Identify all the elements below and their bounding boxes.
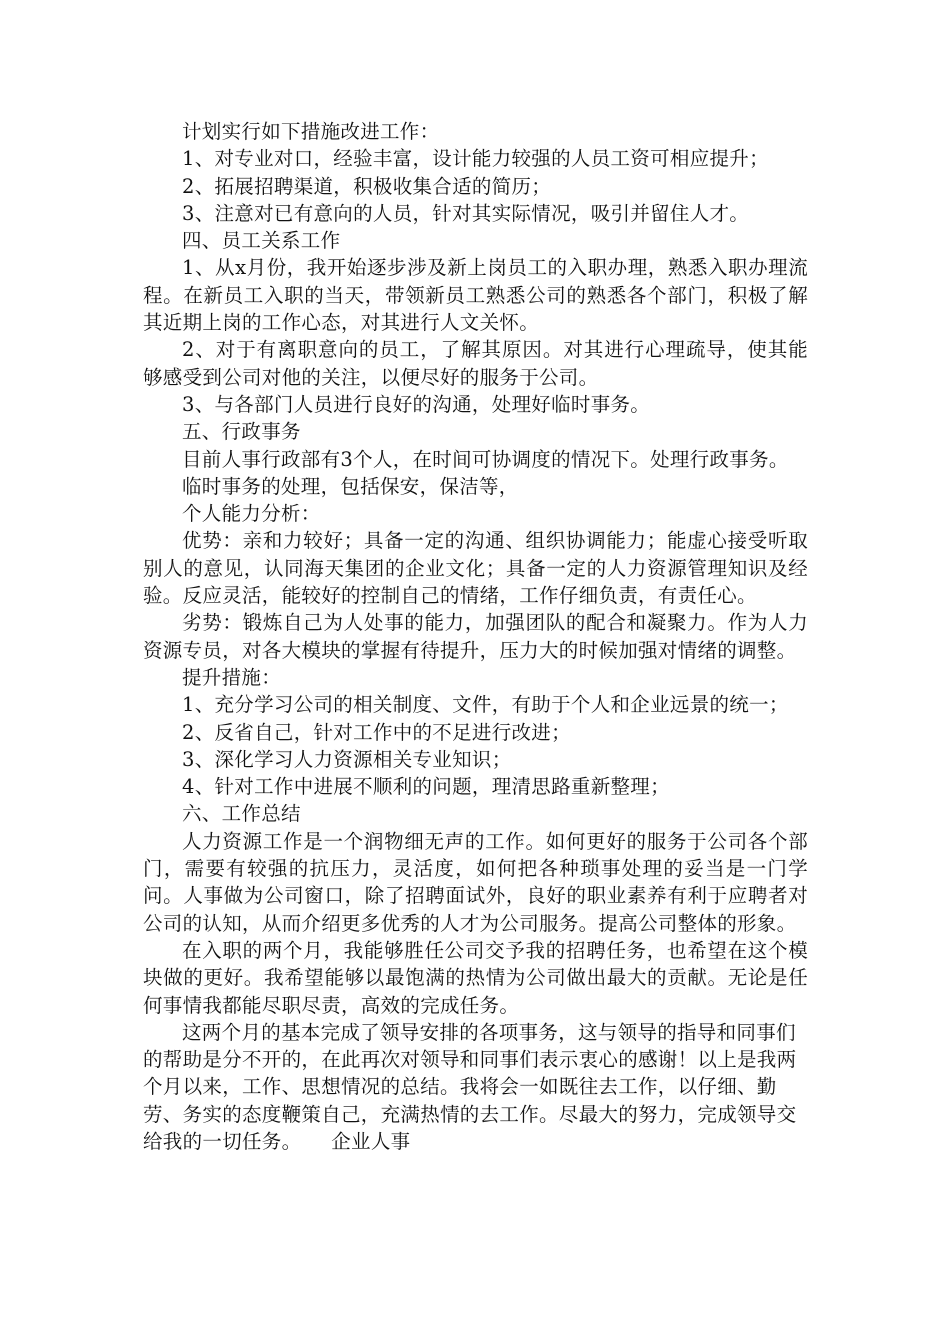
- paragraph: 临时事务的处理，包括保安，保洁等，: [182, 474, 519, 498]
- subheading-ability-analysis: 个人能力分析：: [182, 502, 321, 526]
- paragraph: 1、充分学习公司的相关制度、文件，有助于个人和企业远景的统一；: [182, 693, 789, 717]
- paragraph-closing: 这两个月的基本完成了领导安排的各项事务，这与领导的指导和同事们的帮助是分不开的，在此再次对领导和同事们表示衷心的感谢！以上是我两个月以来，工作、思想情况的总结。我将会一如既往去工作，以仔细、勤劳、务实的态度鞭策自己，充满热情的去工作。尽最大的努力，完成领导交给我的一切任务。 企业人事: [143, 1020, 797, 1153]
- paragraph: 1、从x月份，我开始逐步涉及新上岗员工的入职办理，熟悉入职办理流程。在新员工入职的当天，带领新员工熟悉公司的熟悉各个部门，积极了解其近期上岗的工作心态，对其进行人文关怀。: [143, 256, 808, 335]
- subheading-improvement-measures: 提升措施：: [182, 665, 282, 689]
- paragraph-intro: 计划实行如下措施改进工作：: [182, 120, 440, 143]
- section-heading-employee-relations: 四、员工关系工作: [182, 229, 341, 253]
- document-page: [143, 118, 808, 1155]
- paragraph: 1、对专业对口，经验丰富，设计能力较强的人员工资可相应提升；: [182, 147, 769, 171]
- section-heading-admin-affairs: 五、行政事务: [182, 420, 301, 444]
- paragraph: 3、注意对已有意向的人员，针对其实际情况，吸引并留住人才。: [182, 201, 750, 225]
- paragraph: 目前人事行政部有3个人，在时间可协调度的情况下。处理行政事务。: [182, 447, 789, 471]
- paragraph: 3、深化学习人力资源相关专业知识；: [182, 747, 512, 771]
- section-heading-work-summary: 六、工作总结: [182, 802, 301, 826]
- paragraph: 4、针对工作中进展不顺利的问题，理清思路重新整理；: [182, 775, 670, 799]
- paragraph: 人力资源工作是一个润物细无声的工作。如何更好的服务于公司各个部门，需要有较强的抗压力，灵活度，如何把各种琐事处理的妥当是一门学问。人事做为公司窗口，除了招聘面试外，良好的职业素养有利于应聘者对公司的认知，从而介绍更多优秀的人才为公司服务。提高公司整体的形象。: [143, 829, 808, 935]
- paragraph: 3、与各部门人员进行良好的沟通，处理好临时事务。: [182, 392, 651, 416]
- paragraph-weaknesses: 劣势：锻炼自己为人处事的能力，加强团队的配合和凝聚力。作为人力资源专员，对各大模块的掌握有待提升，压力大的时候加强对情绪的调整。: [143, 611, 808, 662]
- paragraph: 2、反省自己，针对工作中的不足进行改进；: [182, 720, 571, 744]
- paragraph: 2、拓展招聘渠道，积极收集合适的简历；: [182, 174, 552, 198]
- paragraph: 2、对于有离职意向的员工，了解其原因。对其进行心理疏导，使其能够感受到公司对他的关注，以便尽好的服务于公司。: [143, 338, 808, 389]
- paragraph-strengths: 优势：亲和力较好；具备一定的沟通、组织协调能力；能虚心接受听取别人的意见，认同海天集团的企业文化；具备一定的人力资源管理知识及经验。反应灵活，能较好的控制自己的情绪，工作仔细负责，有责任心。: [143, 529, 808, 608]
- paragraph: 在入职的两个月，我能够胜任公司交予我的招聘任务，也希望在这个模块做的更好。我希望能够以最饱满的热情为公司做出最大的贡献。无论是任何事情我都能尽职尽责，高效的完成任务。: [143, 938, 808, 1017]
